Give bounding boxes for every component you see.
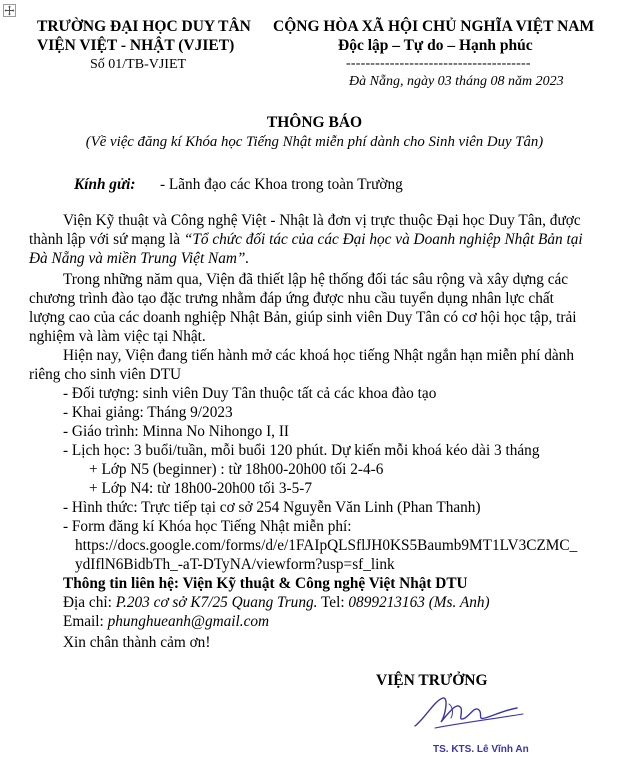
university-name: TRƯỜNG ĐẠI HỌC DUY TÂN (37, 18, 251, 35)
country-name: CỘNG HÒA XÃ HỘI CHỦ NGHĨA VIỆT NAM (273, 18, 595, 35)
table-move-handle[interactable] (3, 4, 16, 17)
tel-value: 0899213163 (Ms. Anh) (348, 594, 490, 611)
document-date: Đà Nẵng, ngày 03 tháng 08 năm 2023 (349, 74, 564, 89)
handwritten-signature (405, 688, 535, 738)
para1-line1: Viện Kỹ thuật và Công nghệ Việt - Nhật là đơn vị trực thuộc Đại học Duy Tân, được (63, 212, 581, 229)
form-url-line2[interactable]: ydIflN6BidbTh_-aT-DTyNA/viewform?usp=sf_link (75, 556, 395, 573)
document-subtitle: (Về việc đăng kí Khóa học Tiếng Nhật miễn phí dành cho Sinh viên Duy Tân) (85, 134, 544, 150)
document-subtitle-wrap (0, 134, 629, 151)
detail-opening: - Khai giảng: Tháng 9/2023 (63, 404, 233, 421)
contact-heading: Thông tin liên hệ: Viện Kỹ thuật & Công nghệ Việt Nhật DTU (63, 575, 468, 592)
motto-rule: -------------------------------------- (346, 56, 531, 71)
recipient-label: Kính gửi: (74, 176, 136, 193)
contact-email-line (63, 612, 269, 631)
national-motto: Độc lập – Tự do – Hạnh phúc (338, 37, 533, 54)
email-value[interactable]: phunghueanh@gmail.com (107, 613, 270, 630)
detail-class-n5: + Lớp N5 (beginner) : từ 18h00-20h00 tối 2-4-6 (89, 461, 384, 478)
document-number: Số 01/TB-VJIET (90, 57, 187, 72)
para3-line1: Hiện nay, Viện đang tiến hành mở các khoá học tiếng Nhật ngắn hạn miễn phí dành (63, 347, 574, 364)
move-arrows-icon (4, 5, 15, 16)
document-title: THÔNG BÁO (266, 114, 363, 131)
mission-quote: “Tổ chức đối tác của các Đại học và Doanh nghiệp Nhật Bản tại (183, 231, 583, 248)
institute-name: VIỆN VIỆT - NHẬT (VJIET) (37, 37, 235, 54)
contact-address-line (63, 593, 490, 612)
detail-textbook: - Giáo trình: Minna No Nihongo I, II (63, 423, 290, 440)
signer-role: VIỆN TRƯỞNG (376, 672, 488, 689)
detail-class-n4: + Lớp N4: từ 18h00-20h00 tối 3-5-7 (89, 480, 312, 497)
para2-line4: nghiệm và làm việc tại Nhật. (29, 328, 206, 345)
email-label: Email: (63, 613, 108, 630)
para1-line3: Đà Nẵng và miền Trung Việt Nam”. (29, 250, 250, 267)
para2-line2: chương trình đào tạo đặc trưng nhằm đáp ứng được nhu cầu tuyển dụng nhân lực chất (29, 290, 554, 307)
document-title-wrap (0, 114, 629, 132)
detail-format: - Hình thức: Trực tiếp tại cơ sở 254 Nguyễn Văn Linh (Phan Thanh) (63, 499, 481, 516)
address-value: P.203 cơ sở K7/25 Quang Trung. (115, 594, 318, 611)
signer-name: TS. KTS. Lê Vĩnh An (433, 744, 529, 755)
detail-schedule: - Lịch học: 3 buổi/tuần, mỗi buổi 120 phút. Dự kiến mỗi khoá kéo dài 3 tháng (63, 442, 540, 459)
detail-form-label: - Form đăng kí Khóa học Tiếng Nhật miễn phí: (63, 518, 352, 535)
para2-line1: Trong những năm qua, Viện đã thiết lập hệ thống đối tác sâu rộng và xây dựng các (63, 271, 569, 288)
para1-line2-prefix: thành lập với sứ mạng là (29, 231, 184, 248)
form-url-line1[interactable]: https://docs.google.com/forms/d/e/1FAIpQLSflJH0KS5Baumb9MT1LV3CZMC_ (75, 537, 578, 554)
closing-thanks: Xin chân thành cảm ơn! (63, 634, 211, 651)
recipient-value: - Lãnh đạo các Khoa trong toàn Trường (160, 176, 403, 193)
para1-line2 (29, 230, 583, 249)
detail-target: - Đối tượng: sinh viên Duy Tân thuộc tất cả các khoa đào tạo (63, 385, 437, 402)
address-label: Địa chỉ: (63, 594, 116, 611)
tel-label: Tel: (317, 594, 349, 611)
para3-line2: riêng cho sinh viên DTU (29, 366, 182, 383)
para2-line3: lượng cao của các doanh nghiệp Nhật Bản, giúp sinh viên Duy Tân có cơ hội học tập, trải (29, 309, 577, 326)
